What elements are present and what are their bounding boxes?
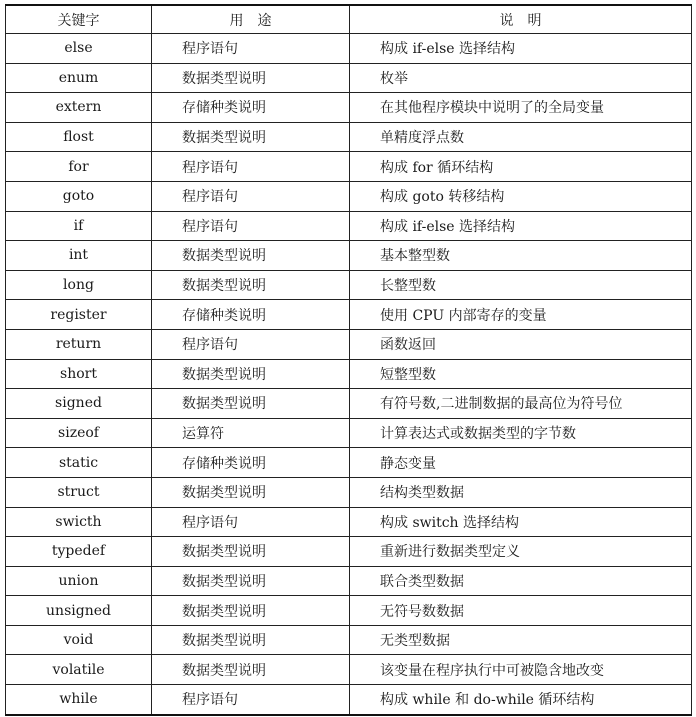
description-cell: 单精度浮点数 xyxy=(350,122,692,152)
table-row xyxy=(6,241,692,271)
description-cell: 在其他程序模块中说明了的全局变量 xyxy=(350,93,692,123)
keyword-cell: while xyxy=(6,685,152,715)
table-row xyxy=(6,389,692,419)
description-cell: 计算表达式或数据类型的字节数 xyxy=(350,418,692,448)
table-row xyxy=(6,300,692,330)
table-row xyxy=(6,34,692,64)
description-cell: 构成 switch 选择结构 xyxy=(350,507,692,537)
description-cell: 构成 for 循环结构 xyxy=(350,152,692,182)
usage-cell: 数据类型说明 xyxy=(152,241,350,271)
description-cell: 构成 if-else 选择结构 xyxy=(350,34,692,64)
usage-cell: 程序语句 xyxy=(152,507,350,537)
usage-cell: 数据类型说明 xyxy=(152,477,350,507)
keyword-cell: volatile xyxy=(6,655,152,685)
keyword-cell: return xyxy=(6,329,152,359)
keyword-cell: goto xyxy=(6,181,152,211)
table-row xyxy=(6,448,692,478)
usage-cell: 数据类型说明 xyxy=(152,625,350,655)
usage-cell: 存储种类说明 xyxy=(152,93,350,123)
description-cell: 无符号数数据 xyxy=(350,596,692,626)
header-description: 说 明 xyxy=(350,5,692,34)
table-row xyxy=(6,477,692,507)
description-cell: 构成 goto 转移结构 xyxy=(350,181,692,211)
usage-cell: 程序语句 xyxy=(152,329,350,359)
table-row xyxy=(6,122,692,152)
usage-cell: 程序语句 xyxy=(152,211,350,241)
description-cell: 函数返回 xyxy=(350,329,692,359)
usage-cell: 数据类型说明 xyxy=(152,63,350,93)
description-cell: 重新进行数据类型定义 xyxy=(350,537,692,567)
table-row xyxy=(6,359,692,389)
usage-cell: 程序语句 xyxy=(152,685,350,715)
keyword-cell: signed xyxy=(6,389,152,419)
table-row xyxy=(6,596,692,626)
keyword-cell: void xyxy=(6,625,152,655)
keyword-table xyxy=(5,4,692,716)
usage-cell: 数据类型说明 xyxy=(152,537,350,567)
keyword-cell: typedef xyxy=(6,537,152,567)
keyword-cell: swicth xyxy=(6,507,152,537)
keyword-cell: union xyxy=(6,566,152,596)
usage-cell: 数据类型说明 xyxy=(152,359,350,389)
usage-cell: 存储种类说明 xyxy=(152,300,350,330)
table-row xyxy=(6,63,692,93)
description-cell: 短整型数 xyxy=(350,359,692,389)
description-cell: 静态变量 xyxy=(350,448,692,478)
keyword-cell: else xyxy=(6,34,152,64)
header-keyword: 关键字 xyxy=(6,5,152,34)
table-row xyxy=(6,93,692,123)
table-body xyxy=(6,34,692,715)
description-cell: 使用 CPU 内部寄存的变量 xyxy=(350,300,692,330)
table-row xyxy=(6,418,692,448)
description-cell: 构成 if-else 选择结构 xyxy=(350,211,692,241)
table-row xyxy=(6,211,692,241)
usage-cell: 程序语句 xyxy=(152,34,350,64)
keyword-cell: enum xyxy=(6,63,152,93)
table-row xyxy=(6,625,692,655)
description-cell: 结构类型数据 xyxy=(350,477,692,507)
keyword-cell: int xyxy=(6,241,152,271)
keyword-cell: flost xyxy=(6,122,152,152)
table-row xyxy=(6,566,692,596)
description-cell: 该变量在程序执行中可被隐含地改变 xyxy=(350,655,692,685)
usage-cell: 数据类型说明 xyxy=(152,655,350,685)
usage-cell: 数据类型说明 xyxy=(152,122,350,152)
description-cell: 联合类型数据 xyxy=(350,566,692,596)
keyword-cell: struct xyxy=(6,477,152,507)
usage-cell: 数据类型说明 xyxy=(152,596,350,626)
description-cell: 构成 while 和 do-while 循环结构 xyxy=(350,685,692,715)
table-row xyxy=(6,537,692,567)
usage-cell: 程序语句 xyxy=(152,152,350,182)
table-row xyxy=(6,655,692,685)
usage-cell: 程序语句 xyxy=(152,181,350,211)
usage-cell: 运算符 xyxy=(152,418,350,448)
keyword-cell: sizeof xyxy=(6,418,152,448)
header-row xyxy=(6,5,692,34)
usage-cell: 数据类型说明 xyxy=(152,270,350,300)
keyword-cell: for xyxy=(6,152,152,182)
description-cell: 无类型数据 xyxy=(350,625,692,655)
table-row xyxy=(6,152,692,182)
usage-cell: 存储种类说明 xyxy=(152,448,350,478)
keyword-cell: extern xyxy=(6,93,152,123)
description-cell: 有符号数,二进制数据的最高位为符号位 xyxy=(350,389,692,419)
keyword-cell: short xyxy=(6,359,152,389)
keyword-cell: register xyxy=(6,300,152,330)
description-cell: 枚举 xyxy=(350,63,692,93)
table-row xyxy=(6,507,692,537)
table-row xyxy=(6,270,692,300)
keyword-cell: unsigned xyxy=(6,596,152,626)
header-usage: 用 途 xyxy=(152,5,350,34)
table-row xyxy=(6,181,692,211)
description-cell: 基本整型数 xyxy=(350,241,692,271)
keyword-cell: static xyxy=(6,448,152,478)
keyword-cell: long xyxy=(6,270,152,300)
table-row xyxy=(6,329,692,359)
usage-cell: 数据类型说明 xyxy=(152,566,350,596)
usage-cell: 数据类型说明 xyxy=(152,389,350,419)
keyword-cell: if xyxy=(6,211,152,241)
table-row xyxy=(6,685,692,715)
description-cell: 长整型数 xyxy=(350,270,692,300)
